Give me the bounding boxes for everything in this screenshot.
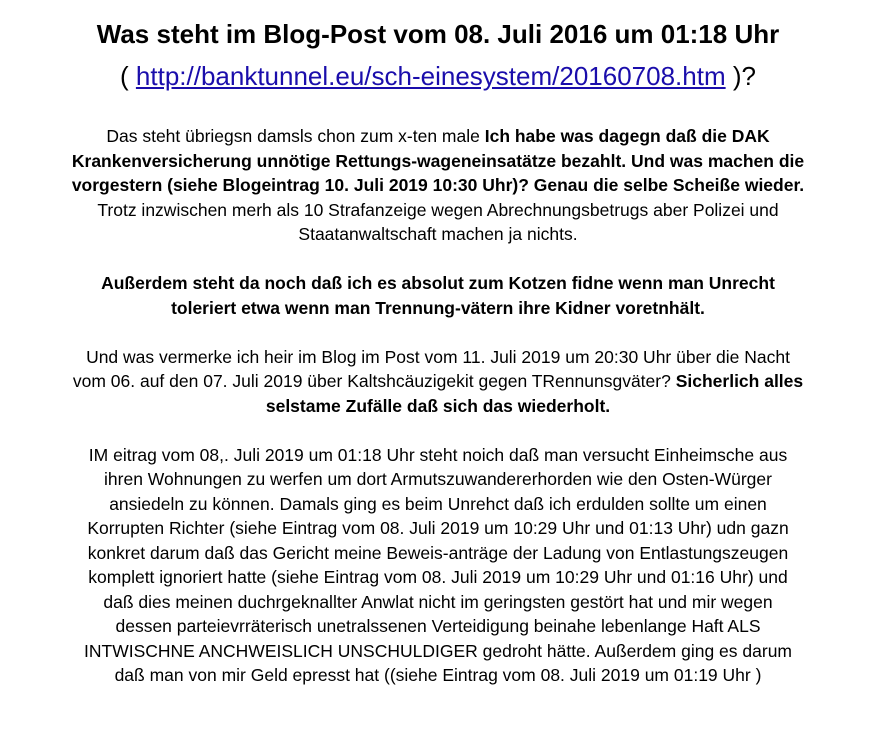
text-line: ihren Wohnungen zu werfen um dort Armutszuwandererhorden wie den Osten-Würger: [104, 469, 772, 489]
paragraph-2: [14, 271, 862, 320]
text-span: vom 06. auf den 07. Juli 2019 über Kaltshcäuzigekit gegen TRennunsgväter?: [72, 371, 676, 391]
text-line: daß dies meinen duchrgeknallter Anwlat nicht im geringsten gestört hat und mir wegen: [103, 591, 773, 612]
bold-text: selstame Zufälle daß sich das wiederholt.: [265, 395, 611, 416]
text-span: Das steht übriegsn damsls chon zum x-ten male: [106, 126, 485, 146]
paragraph-gap: [14, 320, 862, 345]
paragraph-4: [14, 443, 862, 688]
text-line: Korrupten Richter (siehe Eintrag vom 08. Juli 2019 um 10:29 Uhr und 01:13 Uhr) udn gazn: [87, 518, 789, 538]
paragraph-1: [14, 124, 862, 247]
text-line: [14, 124, 862, 149]
page-title: Was steht im Blog-Post vom 08. Juli 2016 um 01:18 Uhr: [96, 19, 780, 49]
text-line: Und was vermerke ich heir im Blog im Post vom 11. Juli 2019 um 20:30 Uhr über die Nacht: [86, 346, 790, 367]
text-line: [14, 149, 862, 174]
text-line: [14, 173, 862, 198]
text-line: komplett ignoriert hatte (siehe Eintrag vom 08. Juli 2019 um 10:29 Uhr und 01:16 Uhr) und: [88, 567, 788, 587]
text-line: IM eitrag vom 08,. Juli 2019 um 01:18 Uhr steht noich daß man versucht Einheimsche aus: [88, 444, 788, 465]
blog-post-link[interactable]: http://banktunnel.eu/sch-einesystem/20160708.htm: [135, 61, 726, 91]
text-line: konkret darum daß das Gericht meine Beweis-anträge der Ladung von Entlastungszeugen: [87, 542, 789, 563]
bold-text: Sicherlich alles: [675, 371, 804, 391]
bold-text: Ich habe was dagegn daß die DAK: [484, 126, 770, 146]
text-line: [14, 369, 862, 394]
bold-text: Krankenversicherung unnötige Rettungs-wageneinsatätze bezahlt. Und was machen die: [71, 150, 805, 171]
text-line: dessen parteievrräterisch unetralssenen Verteidigung beinahe lebenlange Haft ALS: [115, 616, 761, 636]
paragraph-3: [14, 345, 862, 419]
paragraph-gap: [14, 247, 862, 272]
link-prefix: (: [120, 61, 136, 91]
bold-text: Außerdem steht da noch daß ich es absolut zum Kotzen fidne wenn man Unrecht: [101, 273, 775, 293]
text-line: [14, 394, 862, 419]
text-line: [14, 296, 862, 321]
body-text: [14, 124, 862, 688]
bold-text: toleriert etwa wenn man Trennung-vätern ihre Kidner voretnhält.: [171, 297, 705, 318]
text-line: daß man von mir Geld epresst hat ((siehe Eintrag vom 08. Juli 2019 um 01:19 Uhr ): [114, 665, 762, 685]
text-line: INTWISCHNE ANCHWEISLICH UNSCHULDIGER gedroht hätte. Außerdem ging es darum: [84, 640, 792, 661]
text-line: Staatanwaltschaft machen ja nichts.: [298, 224, 578, 244]
text-line: [14, 271, 862, 296]
paragraph-gap: [14, 418, 862, 443]
source-link-line: [0, 60, 876, 92]
text-line: ansiedeln zu können. Damals ging es beim Unrehct daß ich erdulden sollte um einen: [109, 493, 767, 514]
text-line: Trotz inzwischen merh als 10 Strafanzeige wegen Abrechnungsbetrugs aber Polizei und: [97, 199, 779, 220]
link-suffix: )?: [725, 61, 756, 91]
bold-text: vorgestern (siehe Blogeintrag 10. Juli 2019 10:30 Uhr)? Genau die selbe Scheiße wieder.: [71, 175, 805, 195]
